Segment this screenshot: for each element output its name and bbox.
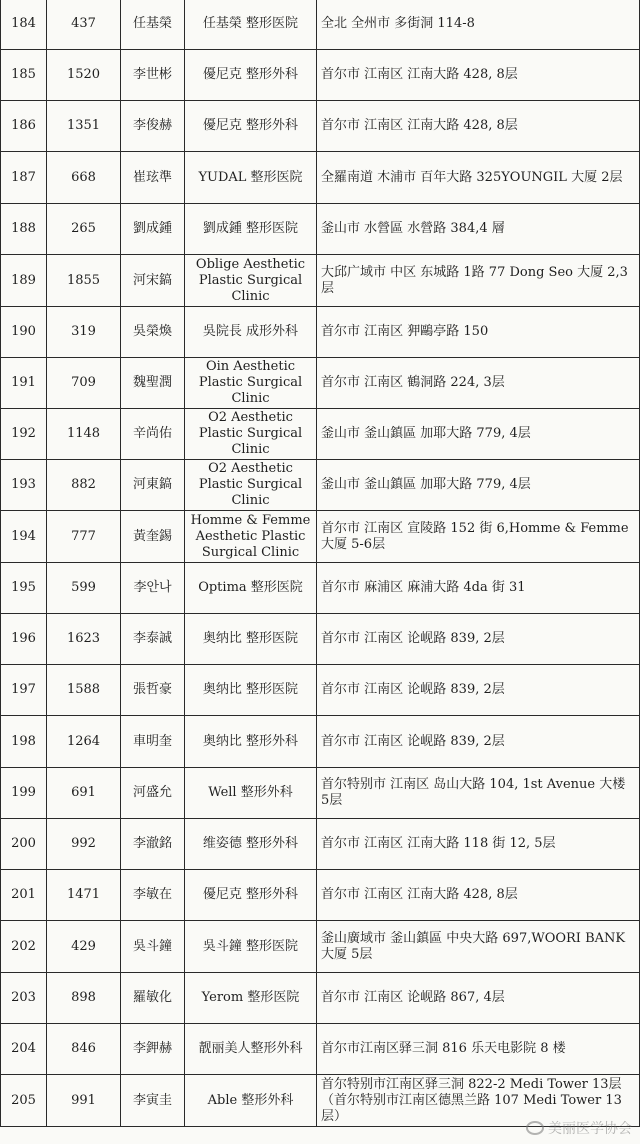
row-number: 185 <box>1 50 47 101</box>
doctor-name: 劉成鍾 <box>121 204 185 255</box>
clinic-name: Well 整形外科 <box>185 768 317 819</box>
row-number: 205 <box>1 1075 47 1127</box>
license-number: 991 <box>47 1075 121 1127</box>
clinic-address: 首尔特别市 江南区 岛山大路 104, 1st Avenue 大楼 5层 <box>317 768 640 819</box>
doctor-name: 吳斗鐘 <box>121 921 185 973</box>
license-number: 668 <box>47 152 121 204</box>
clinic-name: 優尼克 整形外科 <box>185 870 317 921</box>
clinic-address: 首尔市 江南区 论岘路 867, 4层 <box>317 973 640 1024</box>
clinic-name: Optima 整形医院 <box>185 563 317 614</box>
row-number: 204 <box>1 1024 47 1075</box>
license-number: 319 <box>47 307 121 358</box>
clinic-address: 首尔市 江南区 论岘路 839, 2层 <box>317 665 640 716</box>
license-number: 429 <box>47 921 121 973</box>
clinic-address: 首尔市 江南区 江南大路 428, 8层 <box>317 101 640 152</box>
clinic-address: 大邱广域市 中区 东城路 1路 77 Dong Seo 大厦 2,3 层 <box>317 255 640 307</box>
license-number: 882 <box>47 460 121 511</box>
clinic-name: 维姿德 整形外科 <box>185 819 317 870</box>
table-row <box>1 768 640 819</box>
clinic-name: Yerom 整形医院 <box>185 973 317 1024</box>
doctor-name: 河宋鎬 <box>121 255 185 307</box>
row-number: 187 <box>1 152 47 204</box>
table-row <box>1 870 640 921</box>
table-row <box>1 716 640 768</box>
row-number: 192 <box>1 409 47 460</box>
license-number: 1148 <box>47 409 121 460</box>
doctor-name: 李寅圭 <box>121 1075 185 1127</box>
clinic-name: 奥纳比 整形医院 <box>185 665 317 716</box>
table-row <box>1 614 640 665</box>
row-number: 198 <box>1 716 47 768</box>
row-number: 193 <box>1 460 47 511</box>
clinic-name: O2 Aesthetic Plastic Surgical Clinic <box>185 409 317 460</box>
table-row <box>1 50 640 101</box>
table-row <box>1 152 640 204</box>
clinic-address: 首尔市 江南区 江南大路 428, 8层 <box>317 870 640 921</box>
row-number: 199 <box>1 768 47 819</box>
roster-body <box>1 0 640 1127</box>
row-number: 191 <box>1 358 47 409</box>
clinic-address: 首尔市 江南区 江南大路 428, 8层 <box>317 50 640 101</box>
license-number: 992 <box>47 819 121 870</box>
license-number: 898 <box>47 973 121 1024</box>
clinic-name: YUDAL 整形医院 <box>185 152 317 204</box>
table-row <box>1 307 640 358</box>
clinic-address: 首尔市 江南区 狎鷗亭路 150 <box>317 307 640 358</box>
clinic-address: 首尔市 江南区 江南大路 118 街 12, 5层 <box>317 819 640 870</box>
license-number: 1264 <box>47 716 121 768</box>
doctor-name: 吳榮煥 <box>121 307 185 358</box>
license-number: 1623 <box>47 614 121 665</box>
table-row <box>1 255 640 307</box>
row-number: 203 <box>1 973 47 1024</box>
clinic-name: 優尼克 整形外科 <box>185 101 317 152</box>
table-row <box>1 1024 640 1075</box>
row-number: 202 <box>1 921 47 973</box>
row-number: 195 <box>1 563 47 614</box>
watermark-text: 美丽医学协会 <box>548 1121 632 1137</box>
clinic-address: 全羅南道 木浦市 百年大路 325YOUNGIL 大厦 2层 <box>317 152 640 204</box>
doctor-name: 辛尚佑 <box>121 409 185 460</box>
chat-bubble-icon <box>526 1121 544 1135</box>
license-number: 1588 <box>47 665 121 716</box>
license-number: 265 <box>47 204 121 255</box>
clinic-address: 釜山廣域市 釜山鎮區 中央大路 697,WOORI BANK 大厦 5层 <box>317 921 640 973</box>
license-number: 846 <box>47 1024 121 1075</box>
doctor-name: 魏聖潤 <box>121 358 185 409</box>
license-number: 777 <box>47 511 121 563</box>
doctor-name: 李泰誠 <box>121 614 185 665</box>
row-number: 190 <box>1 307 47 358</box>
license-number: 1351 <box>47 101 121 152</box>
table-row <box>1 0 640 50</box>
license-number: 599 <box>47 563 121 614</box>
watermark <box>526 1118 632 1138</box>
clinic-address: 首尔市江南区驿三洞 816 乐天电影院 8 楼 <box>317 1024 640 1075</box>
clinic-name: 靓丽美人整形外科 <box>185 1024 317 1075</box>
table-row <box>1 101 640 152</box>
doctor-name: 任基榮 <box>121 0 185 50</box>
clinic-name: 劉成鍾 整形医院 <box>185 204 317 255</box>
table-row <box>1 921 640 973</box>
license-number: 691 <box>47 768 121 819</box>
clinic-name: Oin Aesthetic Plastic Surgical Clinic <box>185 358 317 409</box>
table-row <box>1 409 640 460</box>
clinic-address: 全北 全州市 多街洞 114-8 <box>317 0 640 50</box>
clinic-name: Homme & Femme Aesthetic Plastic Surgical Clinic <box>185 511 317 563</box>
clinic-name: 奥纳比 整形医院 <box>185 614 317 665</box>
doctor-name: 車明奎 <box>121 716 185 768</box>
clinic-address: 首尔特别市江南区驿三洞 822-2 Medi Tower 13层（首尔特别市江南区德黑兰路 107 Medi Tower 13层） <box>317 1075 640 1127</box>
clinic-name: Able 整形外科 <box>185 1075 317 1127</box>
license-number: 1471 <box>47 870 121 921</box>
row-number: 201 <box>1 870 47 921</box>
clinic-address: 首尔市 江南区 论岘路 839, 2层 <box>317 716 640 768</box>
row-number: 200 <box>1 819 47 870</box>
row-number: 197 <box>1 665 47 716</box>
doctor-name: 李안나 <box>121 563 185 614</box>
clinic-name: 吳院長 成形外科 <box>185 307 317 358</box>
doctor-name: 河盛允 <box>121 768 185 819</box>
clinic-address: 首尔市 江南区 论岘路 839, 2层 <box>317 614 640 665</box>
table-row <box>1 358 640 409</box>
license-number: 1855 <box>47 255 121 307</box>
table-row <box>1 665 640 716</box>
doctor-name: 李澈銘 <box>121 819 185 870</box>
table-row <box>1 819 640 870</box>
clinic-name: 優尼克 整形外科 <box>185 50 317 101</box>
table-row <box>1 460 640 511</box>
clinic-name: 奥纳比 整形外科 <box>185 716 317 768</box>
doctor-name: 羅敏化 <box>121 973 185 1024</box>
table-row <box>1 973 640 1024</box>
row-number: 189 <box>1 255 47 307</box>
table-row <box>1 204 640 255</box>
clinic-name: 吳斗鐘 整形医院 <box>185 921 317 973</box>
license-number: 1520 <box>47 50 121 101</box>
doctor-name: 河東鎬 <box>121 460 185 511</box>
row-number: 184 <box>1 0 47 50</box>
doctor-name: 崔玹準 <box>121 152 185 204</box>
clinic-address: 釜山市 釜山鎮區 加耶大路 779, 4层 <box>317 409 640 460</box>
doctor-name: 李敏在 <box>121 870 185 921</box>
row-number: 196 <box>1 614 47 665</box>
doctor-name: 李世彬 <box>121 50 185 101</box>
clinic-address: 釜山市 水營區 水營路 384,4 層 <box>317 204 640 255</box>
clinic-name: O2 Aesthetic Plastic Surgical Clinic <box>185 460 317 511</box>
clinic-address: 首尔市 麻浦区 麻浦大路 4da 街 31 <box>317 563 640 614</box>
clinic-address: 首尔市 江南区 鶴洞路 224, 3层 <box>317 358 640 409</box>
clinic-address: 釜山市 釜山鎮區 加耶大路 779, 4层 <box>317 460 640 511</box>
doctor-name: 李鉀赫 <box>121 1024 185 1075</box>
license-number: 709 <box>47 358 121 409</box>
clinic-name: Oblige Aesthetic Plastic Surgical Clinic <box>185 255 317 307</box>
doctor-name: 李俊赫 <box>121 101 185 152</box>
row-number: 188 <box>1 204 47 255</box>
table-row <box>1 563 640 614</box>
doctor-name: 黃奎錫 <box>121 511 185 563</box>
row-number: 186 <box>1 101 47 152</box>
license-number: 437 <box>47 0 121 50</box>
clinic-name: 任基榮 整形医院 <box>185 0 317 50</box>
row-number: 194 <box>1 511 47 563</box>
clinic-address: 首尔市 江南区 宣陵路 152 街 6,Homme & Femme 大厦 5-6层 <box>317 511 640 563</box>
table-row <box>1 511 640 563</box>
doctor-name: 張哲豪 <box>121 665 185 716</box>
